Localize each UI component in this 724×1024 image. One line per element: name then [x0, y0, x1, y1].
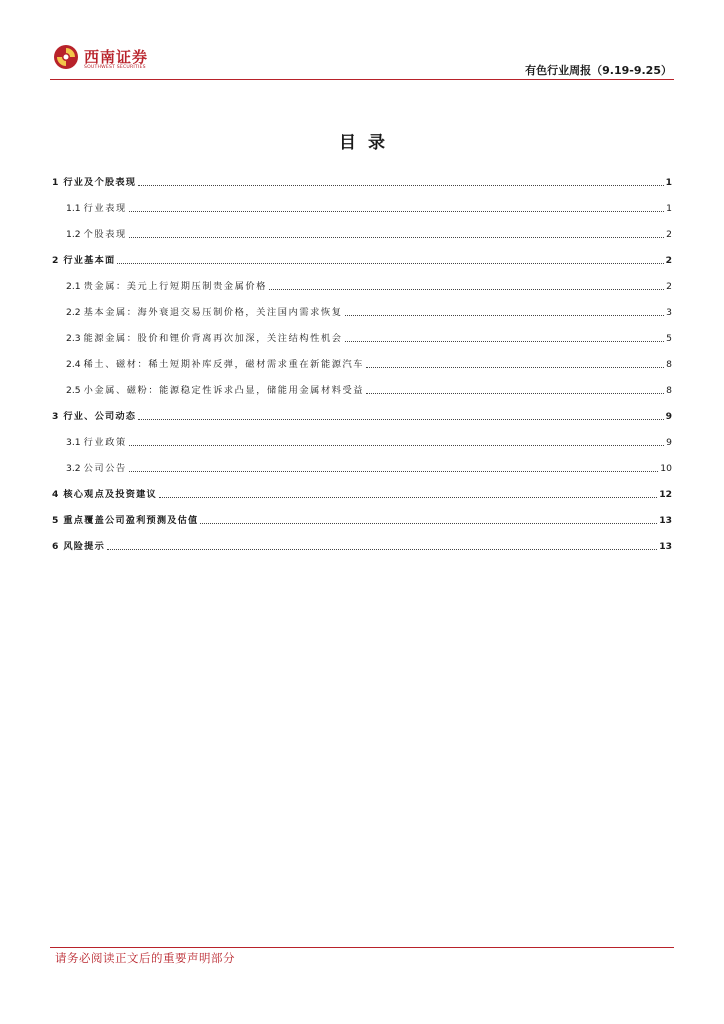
- toc-entry[interactable]: [52, 171, 672, 189]
- toc-entry-title: 贵金属：美元上行短期压制贵金属价格: [83, 281, 268, 292]
- toc-entry-title: 稀土、磁材：稀土短期补库反弹，磁材需求重在新能源汽车: [83, 359, 365, 370]
- toc-entry[interactable]: [52, 431, 672, 449]
- toc-dot-leader: [345, 341, 665, 342]
- toc-entry-number: 1.1: [66, 203, 81, 214]
- toc-dot-leader: [107, 549, 657, 550]
- toc-entry-number: 3.1: [66, 437, 81, 448]
- toc-entry-number: 4: [52, 489, 59, 500]
- toc-entry[interactable]: [52, 197, 672, 215]
- report-title: 有色行业周报（9.19-9.25）: [525, 64, 672, 77]
- page-header: [0, 0, 724, 82]
- toc-entry[interactable]: [52, 327, 672, 345]
- toc-entry[interactable]: [52, 535, 672, 553]
- toc-entry-page: 5: [666, 333, 672, 344]
- toc-entry-title: 个股表现: [83, 229, 127, 240]
- toc-dot-leader: [129, 471, 659, 472]
- logo-english-name: SOUTHWEST SECURITIES: [84, 65, 146, 70]
- toc-entry-number: 2.5: [66, 385, 81, 396]
- toc-entry-page: 9: [666, 437, 672, 448]
- toc-entry-page: 9: [665, 411, 672, 422]
- toc-entry-title: 行业基本面: [63, 255, 116, 266]
- toc-dot-leader: [345, 315, 665, 316]
- toc-dot-leader: [138, 185, 663, 186]
- toc-entry[interactable]: [52, 301, 672, 319]
- logo-chinese-name: 西南证券: [84, 48, 149, 66]
- toc-dot-leader: [200, 523, 657, 524]
- toc-entry-page: 2: [666, 281, 672, 292]
- toc-entry-page: 2: [666, 229, 672, 240]
- toc-dot-leader: [129, 237, 664, 238]
- toc-entry-number: 2.1: [66, 281, 81, 292]
- toc-entry-page: 10: [660, 463, 672, 474]
- toc-entry[interactable]: [52, 457, 672, 475]
- toc-dot-leader: [129, 211, 664, 212]
- company-logo: [53, 44, 153, 74]
- toc-dot-leader: [366, 393, 664, 394]
- toc-entry-page: 1: [666, 203, 672, 214]
- toc-entry-title: 行业及个股表现: [63, 177, 137, 188]
- toc-entry[interactable]: [52, 249, 672, 267]
- toc-entry-page: 2: [665, 255, 672, 266]
- toc-dot-leader: [138, 419, 663, 420]
- header-divider: [50, 79, 674, 80]
- toc-entry-number: 1: [52, 177, 59, 188]
- toc-dot-leader: [366, 367, 664, 368]
- toc-entry-number: 2.2: [66, 307, 81, 318]
- toc-entry[interactable]: [52, 353, 672, 371]
- toc-entry[interactable]: [52, 379, 672, 397]
- toc-entry-number: 3: [52, 411, 59, 422]
- toc-entry-title: 行业政策: [83, 437, 127, 448]
- toc-entry-page: 8: [666, 359, 672, 370]
- toc-entry-number: 1.2: [66, 229, 81, 240]
- toc-dot-leader: [159, 497, 657, 498]
- toc-entry-number: 2.4: [66, 359, 81, 370]
- toc-entry-page: 13: [659, 541, 672, 552]
- toc-entry-title: 风险提示: [63, 541, 105, 552]
- toc-entry[interactable]: [52, 405, 672, 423]
- toc-entry-number: 2.3: [66, 333, 81, 344]
- toc-entry-page: 13: [659, 515, 672, 526]
- toc-entry-number: 5: [52, 515, 59, 526]
- toc-entry-title: 公司公告: [83, 463, 127, 474]
- toc-entry[interactable]: [52, 483, 672, 501]
- toc-entry-page: 12: [659, 489, 672, 500]
- toc-entry-title: 基本金属：海外衰退交易压制价格，关注国内需求恢复: [83, 307, 343, 318]
- footer-disclaimer: 请务必阅读正文后的重要声明部分: [55, 951, 235, 965]
- toc-entry-page: 3: [666, 307, 672, 318]
- toc-dot-leader: [117, 263, 663, 264]
- toc-entry[interactable]: [52, 223, 672, 241]
- toc-dot-leader: [129, 445, 664, 446]
- toc-entry-page: 1: [665, 177, 672, 188]
- toc-entry-page: 8: [666, 385, 672, 396]
- toc-heading: 目录: [339, 133, 397, 153]
- toc-entry-title: 重点覆盖公司盈利预测及估值: [63, 515, 199, 526]
- toc-entry-number: 6: [52, 541, 59, 552]
- toc-entry-title: 小金属、磁粉：能源稳定性诉求凸显，储能用金属材料受益: [83, 385, 365, 396]
- toc-entry-title: 行业表现: [83, 203, 127, 214]
- toc-entry-number: 3.2: [66, 463, 81, 474]
- toc-entry[interactable]: [52, 509, 672, 527]
- toc-entry-number: 2: [52, 255, 59, 266]
- toc-dot-leader: [269, 289, 664, 290]
- toc-entry-title: 核心观点及投资建议: [63, 489, 157, 500]
- toc-entry-title: 能源金属：股价和锂价背离再次加深，关注结构性机会: [83, 333, 343, 344]
- toc-entry[interactable]: [52, 275, 672, 293]
- footer-divider: [50, 947, 674, 948]
- logo-emblem-icon: [53, 44, 79, 70]
- toc-entry-title: 行业、公司动态: [63, 411, 137, 422]
